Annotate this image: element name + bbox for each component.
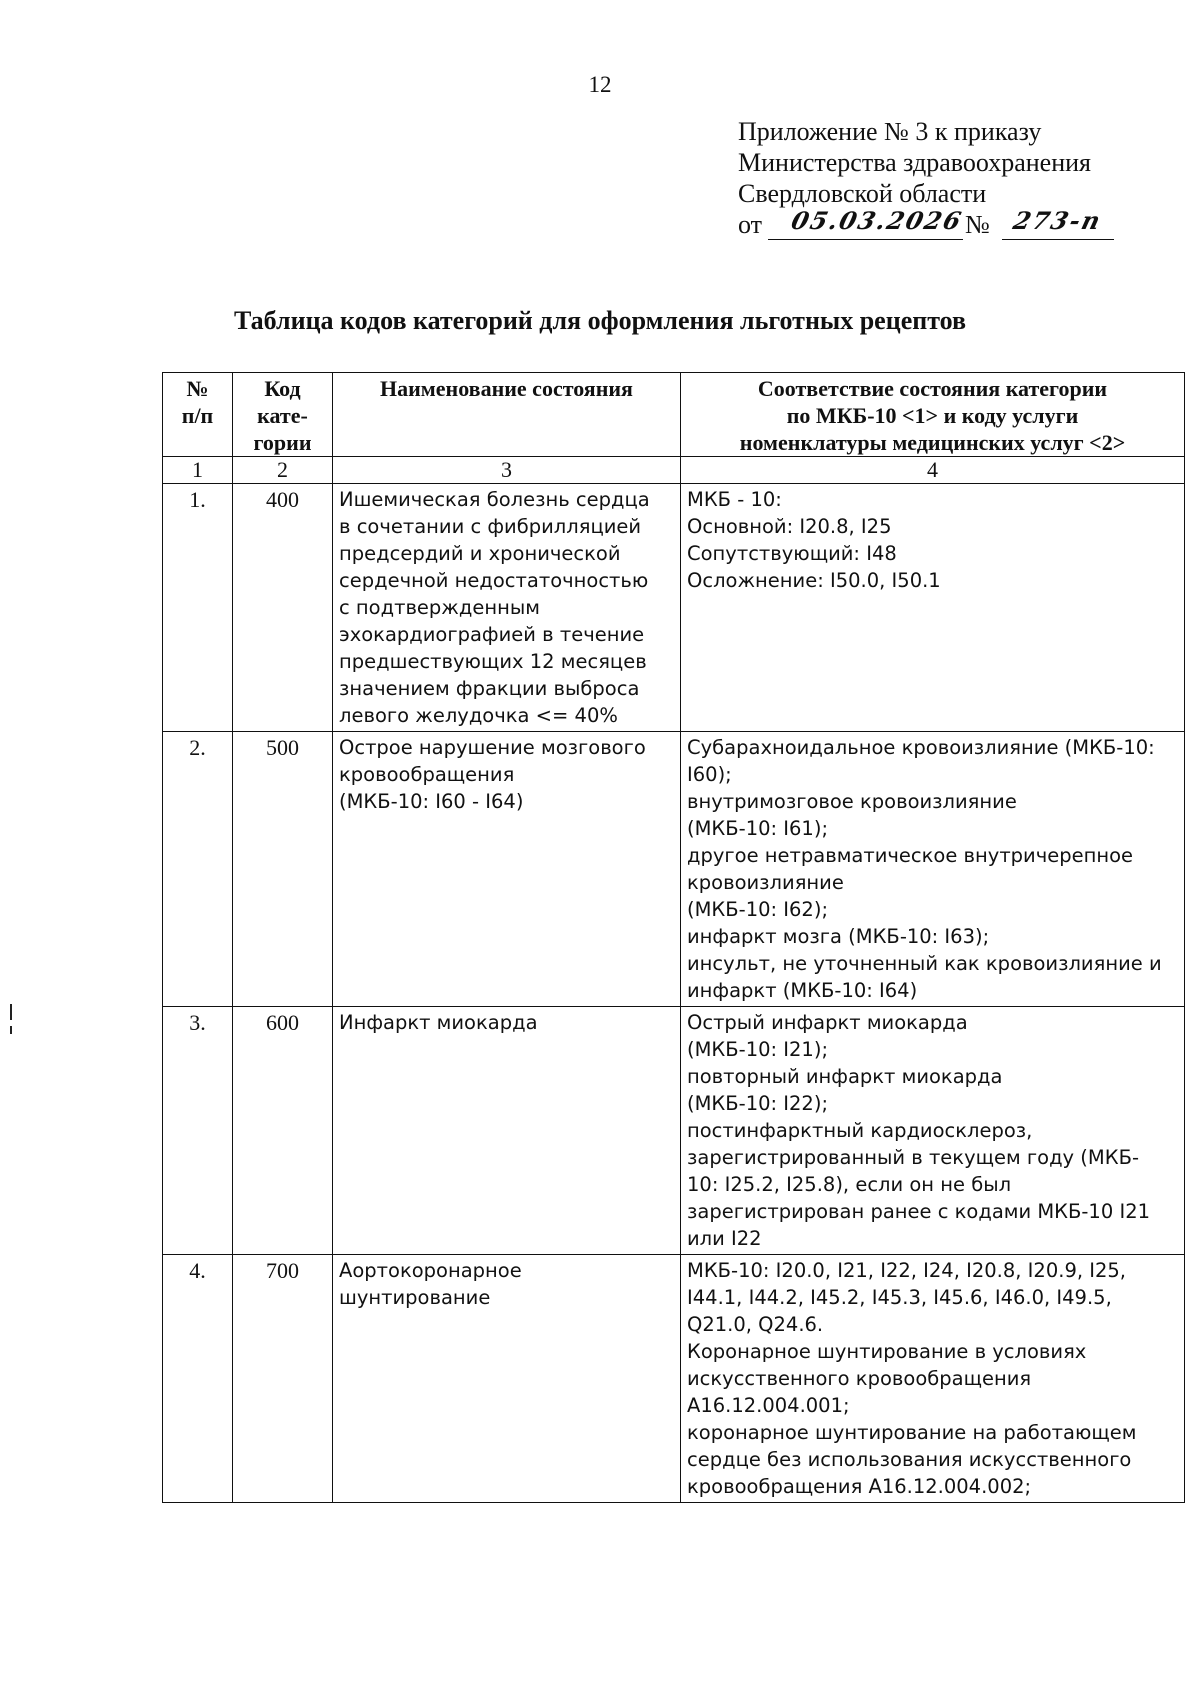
icd-line: Основной: I20.8, I25 — [687, 515, 892, 538]
condition-line: предсердий и хронической — [339, 542, 621, 565]
icd-line: зарегистрирован ранее с кодами МКБ-10 I21 — [687, 1200, 1151, 1223]
header-icd — [681, 373, 1185, 457]
icd-line: инсульт, не уточненный как кровоизлияние и — [687, 952, 1162, 975]
row-number: 1. — [163, 484, 233, 732]
row-number: 2. — [163, 732, 233, 1007]
icd-line: кровоизлияние — [687, 871, 844, 894]
row-number: 3. — [163, 1007, 233, 1255]
header-name: Наименование состояния — [333, 373, 681, 457]
appendix-line-3: Свердловской области — [738, 179, 987, 208]
from-label: от — [738, 210, 763, 239]
appendix-line-2: Министерства здравоохранения — [738, 148, 1091, 177]
header-code-line: кате- — [257, 403, 308, 428]
header-num-line: п/п — [181, 403, 214, 428]
categories-table — [162, 372, 1185, 1503]
icd-line: МКБ - 10: — [687, 488, 782, 511]
condition-line: Аортокоронарное — [339, 1259, 522, 1282]
header-num-line: № — [186, 376, 209, 401]
order-date-field — [768, 206, 966, 240]
condition-line: в сочетании с фибрилляцией — [339, 515, 642, 538]
condition-line: Острое нарушение мозгового — [339, 736, 646, 759]
table-header-row — [163, 373, 1185, 457]
icd-correspondence — [681, 732, 1185, 1007]
icd-line: инфаркт (МКБ-10: I64) — [687, 979, 918, 1002]
condition-line: шунтирование — [339, 1286, 491, 1309]
icd-line: I44.1, I44.2, I45.2, I45.3, I45.6, I46.0, I49.5, — [687, 1286, 1112, 1309]
table-row — [163, 732, 1185, 1007]
order-number-handwritten: 273-п — [1010, 206, 1106, 235]
icd-line: (МКБ-10: I21); — [687, 1038, 829, 1061]
icd-correspondence — [681, 1255, 1185, 1503]
icd-line: постинфарктный кардиосклероз, — [687, 1119, 1033, 1142]
condition-line: кровообращения — [339, 763, 515, 786]
icd-line: другое нетравматическое внутричерепное — [687, 844, 1134, 867]
order-number-field — [1002, 206, 1114, 240]
scan-margin-mark — [10, 1004, 12, 1020]
icd-line: повторный инфаркт миокарда — [687, 1065, 1003, 1088]
header-icd-line: номенклатуры медицинских услуг <2> — [739, 430, 1126, 455]
icd-correspondence — [681, 1007, 1185, 1255]
order-date-handwritten: 05.03.2026 — [788, 206, 966, 235]
icd-line: зарегистрированный в текущем году (МКБ- — [687, 1146, 1139, 1169]
number-label: № — [965, 210, 990, 239]
icd-line: (МКБ-10: I62); — [687, 898, 829, 921]
header-icd-line: по МКБ-10 <1> и коду услуги — [786, 403, 1079, 428]
category-code: 500 — [233, 732, 333, 1007]
icd-line: МКБ-10: I20.0, I21, I22, I24, I20.8, I20.9, I25, — [687, 1259, 1127, 1282]
column-number: 4 — [681, 457, 1185, 484]
condition-line: левого желудочка <= 40% — [339, 704, 618, 727]
condition-name — [333, 1007, 681, 1255]
icd-line: коронарное шунтирование на работающем — [687, 1421, 1137, 1444]
condition-line: значением фракции выброса — [339, 677, 640, 700]
column-number: 2 — [233, 457, 333, 484]
icd-line: A16.12.004.001; — [687, 1394, 850, 1417]
icd-line: или I22 — [687, 1227, 762, 1250]
order-date-number-row — [738, 206, 1106, 243]
category-code: 400 — [233, 484, 333, 732]
icd-line: Коронарное шунтирование в условиях — [687, 1340, 1087, 1363]
condition-line: с подтвержденным — [339, 596, 540, 619]
header-code-line: гории — [253, 430, 312, 455]
document-title: Таблица кодов категорий для оформления льготных рецептов — [233, 306, 967, 335]
icd-line: Q21.0, Q24.6. — [687, 1313, 824, 1336]
appendix-line-1: Приложение № 3 к приказу — [738, 117, 1042, 146]
condition-line: (МКБ-10: I60 - I64) — [339, 790, 524, 813]
category-code: 700 — [233, 1255, 333, 1503]
header-code — [233, 373, 333, 457]
table-row — [163, 484, 1185, 732]
condition-line: эхокардиографией в течение — [339, 623, 645, 646]
condition-line: предшествующих 12 месяцев — [339, 650, 647, 673]
category-code: 600 — [233, 1007, 333, 1255]
icd-line: внутримозговое кровоизлияние — [687, 790, 1017, 813]
icd-line: Острый инфаркт миокарда — [687, 1011, 968, 1034]
column-number-row — [163, 457, 1185, 484]
icd-line: кровообращения A16.12.004.002; — [687, 1475, 1032, 1498]
table-row — [163, 1007, 1185, 1255]
condition-name — [333, 484, 681, 732]
icd-line: (МКБ-10: I61); — [687, 817, 829, 840]
condition-line: сердечной недостаточностью — [339, 569, 649, 592]
header-code-line: Код — [264, 376, 301, 401]
row-number: 4. — [163, 1255, 233, 1503]
header-icd-line: Соответствие состояния категории — [757, 376, 1108, 401]
appendix-block — [738, 116, 1106, 243]
condition-line: Инфаркт миокарда — [339, 1011, 538, 1034]
icd-line: Субарахноидальное кровоизлияние (МКБ-10: — [687, 736, 1155, 759]
header-num — [163, 373, 233, 457]
icd-line: Сопутствующий: I48 — [687, 542, 897, 565]
condition-name — [333, 732, 681, 1007]
scan-margin-mark — [10, 1026, 12, 1034]
column-number: 3 — [333, 457, 681, 484]
icd-line: 10: I25.2, I25.8), если он не был — [687, 1173, 1012, 1196]
icd-line: Осложнение: I50.0, I50.1 — [687, 569, 941, 592]
table-row — [163, 1255, 1185, 1503]
condition-name — [333, 1255, 681, 1503]
icd-line: инфаркт мозга (МКБ-10: I63); — [687, 925, 990, 948]
icd-correspondence — [681, 484, 1185, 732]
icd-line: (МКБ-10: I22); — [687, 1092, 829, 1115]
page-number: 12 — [588, 72, 612, 97]
icd-line: сердце без использования искусственного — [687, 1448, 1132, 1471]
icd-line: I60); — [687, 763, 732, 786]
icd-line: искусственного кровообращения — [687, 1367, 1032, 1390]
condition-line: Ишемическая болезнь сердца — [339, 488, 650, 511]
column-number: 1 — [163, 457, 233, 484]
